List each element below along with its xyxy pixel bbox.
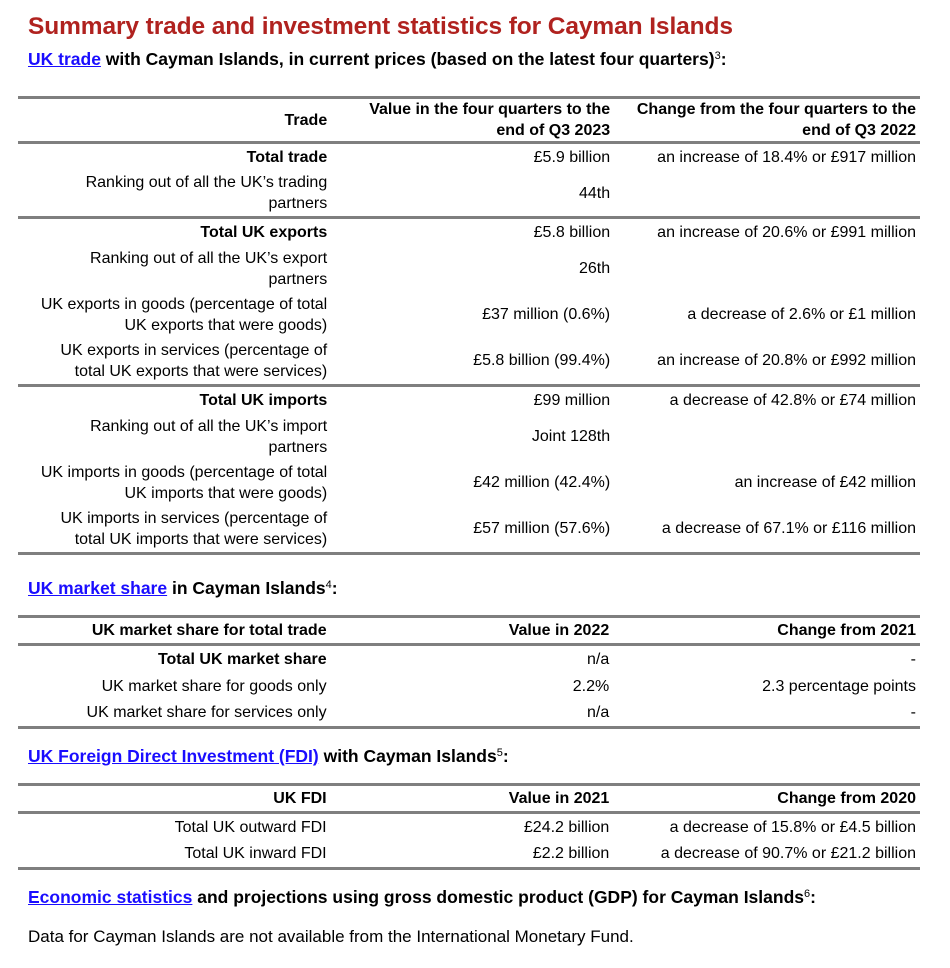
row-value: £42 million (42.4%) xyxy=(473,474,611,491)
table-row xyxy=(18,673,920,700)
footnote-ref: 6 xyxy=(804,888,811,900)
table-row xyxy=(18,506,920,554)
row-label: Total UK imports xyxy=(199,391,328,409)
column-header-value: Value in 2021 xyxy=(508,790,610,807)
footnote-ref: 3 xyxy=(714,50,721,62)
row-change: a decrease of 90.7% or £21.2 billion xyxy=(660,845,916,863)
trade-group-total xyxy=(18,143,920,218)
row-value: £5.8 billion xyxy=(533,223,611,241)
column-header-trade: Trade xyxy=(284,111,328,129)
row-change: a decrease of 15.8% or £4.5 billion xyxy=(669,818,916,836)
table-row xyxy=(18,645,920,673)
footnote-ref: 5 xyxy=(496,747,503,759)
row-change xyxy=(610,246,920,292)
heading-colon: : xyxy=(502,746,509,766)
table-header-row xyxy=(18,617,920,645)
row-label: UK exports in services (percentage of total UK exports that were services) xyxy=(60,341,328,380)
row-value: n/a xyxy=(587,650,610,668)
row-value: £37 million (0.6%) xyxy=(482,306,611,323)
row-value: 44th xyxy=(579,184,611,202)
table-header-row xyxy=(18,98,920,143)
row-label: UK imports in services (percentage of total UK imports that were services) xyxy=(60,509,328,548)
column-header-value: Value in 2022 xyxy=(508,622,610,639)
row-change: an increase of 20.8% or £992 million xyxy=(657,352,916,370)
fdi-table xyxy=(18,783,920,870)
footnote-ref: 4 xyxy=(325,579,332,591)
table-row xyxy=(18,338,920,386)
row-value: n/a xyxy=(587,704,610,722)
row-label: Total UK market share xyxy=(157,650,327,668)
row-label: UK imports in goods (percentage of total UK imports that were goods) xyxy=(40,463,328,502)
column-header-change: Change from 2021 xyxy=(777,622,916,639)
table-header-row xyxy=(18,785,920,813)
row-value: 26th xyxy=(579,260,611,277)
row-value: £5.9 billion xyxy=(533,148,611,166)
heading-colon: : xyxy=(810,887,816,907)
row-label: Ranking out of all the UK’s export partners xyxy=(90,249,328,288)
trade-heading-text: with Cayman Islands, in current prices (based on the latest four quarters) xyxy=(100,49,715,69)
uk-market-share-link[interactable]: UK market share xyxy=(28,578,168,598)
row-label: Total trade xyxy=(246,148,328,166)
table-row xyxy=(18,414,920,460)
table-row xyxy=(18,841,920,869)
row-label: Total UK inward FDI xyxy=(184,845,327,863)
row-label: UK market share for goods only xyxy=(101,677,327,695)
row-value: £99 million xyxy=(533,391,611,409)
row-change xyxy=(610,171,920,218)
heading-colon: : xyxy=(331,578,338,598)
table-row xyxy=(18,700,920,728)
table-row xyxy=(18,143,920,171)
uk-fdi-link[interactable]: UK Foreign Direct Investment (FDI) xyxy=(28,746,319,766)
table-row xyxy=(18,292,920,338)
gdp-section-heading xyxy=(28,887,816,908)
row-change: a decrease of 2.6% or £1 million xyxy=(687,306,916,323)
row-label: Total UK outward FDI xyxy=(174,818,327,836)
row-label: Total UK exports xyxy=(200,223,328,241)
table-row xyxy=(18,218,920,246)
table-row xyxy=(18,171,920,218)
economic-statistics-link[interactable]: Economic statistics xyxy=(28,887,193,907)
column-header-change: Change from the four quarters to the end of Q3 2022 xyxy=(636,101,916,139)
trade-group-exports xyxy=(18,218,920,386)
table-row xyxy=(18,460,920,506)
trade-group-imports xyxy=(18,386,920,554)
fdi-heading-text: with Cayman Islands xyxy=(318,746,497,766)
row-change: - xyxy=(910,650,916,668)
table-row xyxy=(18,246,920,292)
row-value: 2.2% xyxy=(572,677,610,695)
row-label: Ranking out of all the UK’s trading partners xyxy=(85,174,328,213)
column-header-fdi: UK FDI xyxy=(273,790,327,807)
row-change: a decrease of 67.1% or £116 million xyxy=(661,520,916,538)
row-change: an increase of £42 million xyxy=(734,474,916,491)
row-value: £2.2 billion xyxy=(532,845,610,863)
row-label: UK exports in goods (percentage of total UK exports that were goods) xyxy=(40,295,328,334)
market-heading-text: in Cayman Islands xyxy=(167,578,326,598)
row-change: a decrease of 42.8% or £74 million xyxy=(669,391,916,409)
column-header-value: Value in the four quarters to the end of Q3 2023 xyxy=(369,101,611,139)
row-value: Joint 128th xyxy=(531,428,611,445)
row-change: 2.3 percentage points xyxy=(762,677,916,695)
row-value: £24.2 billion xyxy=(523,818,610,836)
row-label: UK market share for services only xyxy=(86,704,327,722)
heading-colon: : xyxy=(720,49,727,69)
table-row xyxy=(18,386,920,414)
fdi-section-heading xyxy=(28,746,509,767)
column-header-change: Change from 2020 xyxy=(777,790,916,807)
row-label: Ranking out of all the UK’s import partners xyxy=(90,417,328,456)
row-change: an increase of 20.6% or £991 million xyxy=(657,223,916,241)
table-row xyxy=(18,813,920,841)
page-title: Summary trade and investment statistics for Cayman Islands xyxy=(28,13,733,40)
uk-trade-link[interactable]: UK trade xyxy=(28,49,101,69)
gdp-heading-text: and projections using gross domestic product (GDP) for Cayman Islands xyxy=(192,887,804,907)
market-share-section-heading xyxy=(28,578,338,599)
column-header-market-share: UK market share for total trade xyxy=(91,622,327,639)
row-value: £57 million (57.6%) xyxy=(473,520,611,538)
row-change: - xyxy=(910,704,916,722)
row-change xyxy=(610,414,920,460)
row-value: £5.8 billion (99.4%) xyxy=(473,352,611,370)
row-change: an increase of 18.4% or £917 million xyxy=(657,148,916,166)
market-share-table xyxy=(18,615,920,729)
trade-table xyxy=(18,96,920,555)
trade-section-heading xyxy=(28,49,727,70)
gdp-unavailable-note: Data for Cayman Islands are not available from the International Monetary Fund. xyxy=(28,927,634,946)
